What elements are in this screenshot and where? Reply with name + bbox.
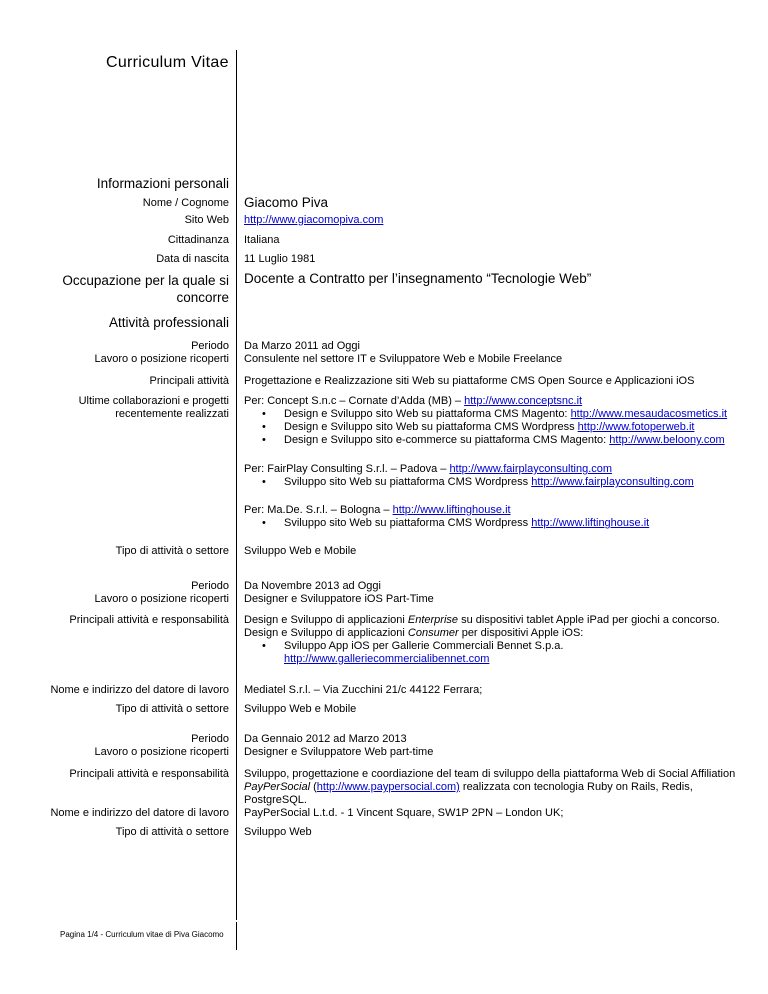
- list-item: • Sviluppo sito Web su piattaforma CMS Wordpress http://www.liftinghouse.it: [244, 517, 649, 530]
- page-footer: Pagina 1/4 - Curriculum vitae di Piva Giacomo: [60, 930, 224, 939]
- job2-resp-label: Principali attività e responsabilità: [69, 614, 229, 626]
- site-link[interactable]: http://www.giacomopiva.com: [244, 214, 384, 226]
- job1-activities-label: Principali attività: [149, 375, 229, 387]
- job1-period: Da Marzo 2011 ad Oggi Consulente nel settore IT e Sviluppatore Web e Mobile Freelance: [244, 340, 563, 365]
- job2-resp: Design e Sviluppo di applicazioni Enterprise su dispositivi tablet Apple iPad per giochi a concorso. Design e Sviluppo di applicazioni Consumer per dispositivi Apple iOS: • Sviluppo App iOS per Gallerie Commerciali Bennet S.p.a. http://www.galleriecommercialibennet.com: [244, 614, 720, 666]
- job1-client2: Per: FairPlay Consulting S.r.l. – Padova – http://www.fairplayconsulting.com • Sviluppo sito Web su piattaforma CMS Wordpress http://www.fairplayconsulting.com: [244, 463, 694, 489]
- list-item: • Design e Sviluppo sito Web su piattaforma CMS Magento: http://www.mesaudacosmetics.it: [244, 408, 727, 421]
- page-title: Curriculum Vitae: [106, 54, 229, 71]
- job1-period-label: Periodo Lavoro o posizione ricoperti: [94, 340, 229, 365]
- name-label: Nome / Cognome: [142, 197, 229, 209]
- liftinghouse-link[interactable]: http://www.liftinghouse.it: [392, 504, 511, 516]
- occupation-label: Occupazione per la quale si concorre: [62, 273, 229, 305]
- job2-employer-label: Nome e indirizzo del datore di lavoro: [50, 684, 229, 696]
- job3-period-label: Periodo Lavoro o posizione ricoperti: [94, 733, 229, 758]
- birth-value: 11 Luglio 1981: [244, 253, 316, 265]
- list-item: • Design e Sviluppo sito e-commerce su piattaforma CMS Magento: http://www.beloony.com: [244, 434, 727, 447]
- section-heading-personal: Informazioni personali: [96, 176, 229, 191]
- job3-period: Da Gennaio 2012 ad Marzo 2013 Designer e Sviluppatore Web part-time: [244, 733, 434, 758]
- citizenship-label: Cittadinanza: [167, 234, 229, 246]
- job1-sector: Sviluppo Web e Mobile: [244, 545, 357, 557]
- fairplay-item-link[interactable]: http://www.fairplayconsulting.com: [531, 476, 694, 488]
- conceptsnc-link[interactable]: http://www.conceptsnc.it: [464, 395, 583, 407]
- beloony-link[interactable]: http://www.beloony.com: [609, 434, 725, 446]
- job1-sector-label: Tipo di attività o settore: [115, 545, 229, 557]
- list-item: • Sviluppo sito Web su piattaforma CMS Wordpress http://www.fairplayconsulting.com: [244, 476, 694, 489]
- name-value: Giacomo Piva: [244, 195, 329, 210]
- job3-sector-label: Tipo di attività o settore: [115, 826, 229, 838]
- job1-client1: Per: Concept S.n.c – Cornate d’Adda (MB) – http://www.conceptsnc.it • Design e Sviluppo sito Web su piattaforma CMS Magento: http://www.mesaudacosmetics.it • Design e Sviluppo sito Web su piattaforma CMS Wordpress http://www.fotoperweb.it • Design e Sviluppo sito e-commerce su piattaforma CMS Magento: http://www.beloony.com: [244, 395, 727, 447]
- mesauda-link[interactable]: http://www.mesaudacosmetics.it: [570, 408, 728, 420]
- job2-sector-label: Tipo di attività o settore: [115, 703, 229, 715]
- job2-sector: Sviluppo Web e Mobile: [244, 703, 357, 715]
- job1-activities: Progettazione e Realizzazione siti Web su piattaforme CMS Open Source e Applicazioni iOS: [244, 375, 695, 387]
- footer-divider: [236, 922, 237, 950]
- job1-client3: Per: Ma.De. S.r.l. – Bologna – http://www.liftinghouse.it • Sviluppo sito Web su piattaforma CMS Wordpress http://www.liftinghouse.it: [244, 504, 649, 530]
- fotoperweb-link[interactable]: http://www.fotoperweb.it: [577, 421, 695, 433]
- job2-period-label: Periodo Lavoro o posizione ricoperti: [94, 580, 229, 605]
- job3-resp-label: Principali attività e responsabilità: [69, 768, 229, 780]
- job3-sector: Sviluppo Web: [244, 826, 312, 838]
- citizenship-value: Italiana: [244, 234, 280, 246]
- job2-employer: Mediatel S.r.l. – Via Zucchini 21/c 44122 Ferrara;: [244, 684, 483, 696]
- liftinghouse-item-link[interactable]: http://www.liftinghouse.it: [531, 517, 650, 529]
- job3-resp: Sviluppo, progettazione e coordiazione del team di sviluppo della piattaforma Web di Social Affiliation PayPerSocial (http://www.paypersocial.com) realizzata con tecnologia Ruby on Rails, Redis, PostgreSQL. PayPerSocial L.t.d. - 1 Vincent Square, SW1P 2PN – London UK;: [244, 768, 736, 819]
- bennet-link[interactable]: http://www.galleriecommercialibennet.com: [284, 653, 490, 665]
- paypersocial-link[interactable]: http://www.paypersocial.com): [316, 781, 460, 793]
- job1-projects-label: Ultime collaborazioni e progetti recentemente realizzati: [78, 395, 229, 420]
- section-heading-activities: Attività professionali: [108, 315, 229, 330]
- birth-label: Data di nascita: [156, 253, 229, 265]
- list-item: • Sviluppo App iOS per Gallerie Commerciali Bennet S.p.a.: [244, 640, 720, 653]
- job2-period: Da Novembre 2013 ad Oggi Designer e Sviluppatore iOS Part-Time: [244, 580, 434, 605]
- list-item: • Design e Sviluppo sito Web su piattaforma CMS Wordpress http://www.fotoperweb.it: [244, 421, 727, 434]
- job3-employer: PayPerSocial L.t.d. - 1 Vincent Square, SW1P 2PN – London UK;: [244, 807, 564, 819]
- job3-employer-label: Nome e indirizzo del datore di lavoro: [50, 807, 229, 819]
- fairplay-link[interactable]: http://www.fairplayconsulting.com: [449, 463, 613, 475]
- occupation-value: Docente a Contratto per l’insegnamento “Tecnologie Web”: [244, 271, 592, 286]
- site-label: Sito Web: [184, 214, 229, 226]
- vertical-divider: [236, 50, 237, 920]
